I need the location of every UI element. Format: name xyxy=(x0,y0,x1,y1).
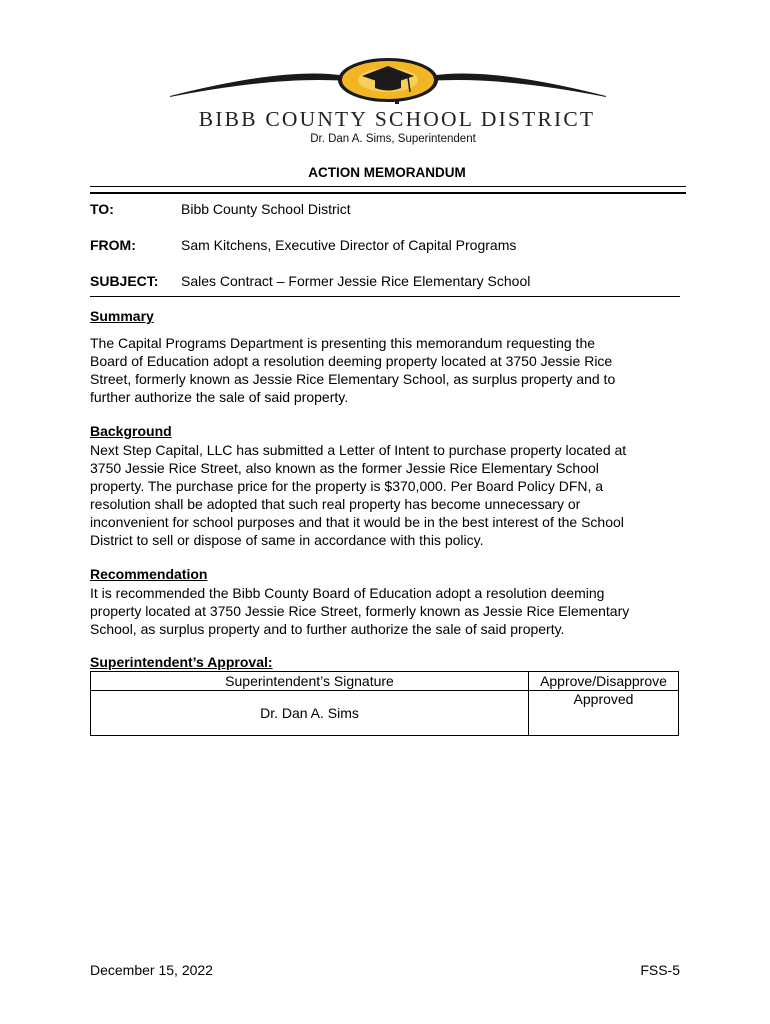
approval-heading: Superintendent’s Approval: xyxy=(90,654,273,670)
background-line: property. The purchase price for the property is $370,000. Per Board Policy DFN, a xyxy=(90,478,604,494)
superintendent-line: Dr. Dan A. Sims, Superintendent xyxy=(310,133,476,145)
subject-value: Sales Contract – Former Jessie Rice Elementary School xyxy=(181,273,531,289)
to-value: Bibb County School District xyxy=(181,201,351,217)
to-label: TO: xyxy=(90,201,114,217)
summary-line: The Capital Programs Department is presenting this memorandum requesting the xyxy=(90,335,596,351)
summary-paragraph xyxy=(90,334,680,406)
background-line: District to sell or dispose of same in accordance with this policy. xyxy=(90,532,484,548)
signature-cell: Dr. Dan A. Sims xyxy=(91,691,529,736)
signature-column-header: Superintendent’s Signature xyxy=(91,672,529,691)
district-name: BIBB COUNTY SCHOOL DISTRICT xyxy=(198,107,596,131)
recommendation-line: It is recommended the Bibb County Board of Education adopt a resolution deeming xyxy=(90,585,605,601)
recommendation-line: property located at 3750 Jessie Rice Street, formerly known as Jessie Rice Elementary xyxy=(90,603,630,619)
recommendation-paragraph xyxy=(90,584,680,638)
summary-line: Street, formerly known as Jessie Rice Elementary School, as surplus property and to xyxy=(90,371,616,387)
memo-title: ACTION MEMORANDUM xyxy=(308,165,466,180)
from-value: Sam Kitchens, Executive Director of Capital Programs xyxy=(181,237,517,253)
subject-label: SUBJECT: xyxy=(90,273,159,289)
summary-heading: Summary xyxy=(90,308,154,324)
footer-page-code: FSS-5 xyxy=(640,962,680,978)
background-line: resolution shall be adopted that such real property has become unnecessary or xyxy=(90,496,581,512)
double-rule-divider xyxy=(90,186,686,194)
background-heading: Background xyxy=(90,423,172,439)
status-column-header: Approve/Disapprove xyxy=(529,672,679,691)
summary-line: further authorize the sale of said property. xyxy=(90,389,349,405)
background-paragraph xyxy=(90,441,680,549)
recommendation-heading: Recommendation xyxy=(90,566,208,582)
background-line: Next Step Capital, LLC has submitted a Letter of Intent to purchase property located at xyxy=(90,442,627,458)
footer-date: December 15, 2022 xyxy=(90,962,213,978)
summary-line: Board of Education adopt a resolution deeming property located at 3750 Jessie Rice xyxy=(90,353,613,369)
header-rule xyxy=(90,296,680,297)
district-logo xyxy=(168,56,608,112)
background-line: inconvenient for school purposes and that it would be in the best interest of the School xyxy=(90,514,624,530)
background-line: 3750 Jessie Rice Street, also known as the former Jessie Rice Elementary School xyxy=(90,460,599,476)
status-cell: Approved xyxy=(529,691,679,736)
approval-table xyxy=(90,671,679,736)
table-row xyxy=(91,672,679,691)
table-row xyxy=(91,691,679,736)
recommendation-line: School, as surplus property and to further authorize the sale of said property. xyxy=(90,621,565,637)
from-label: FROM: xyxy=(90,237,136,253)
